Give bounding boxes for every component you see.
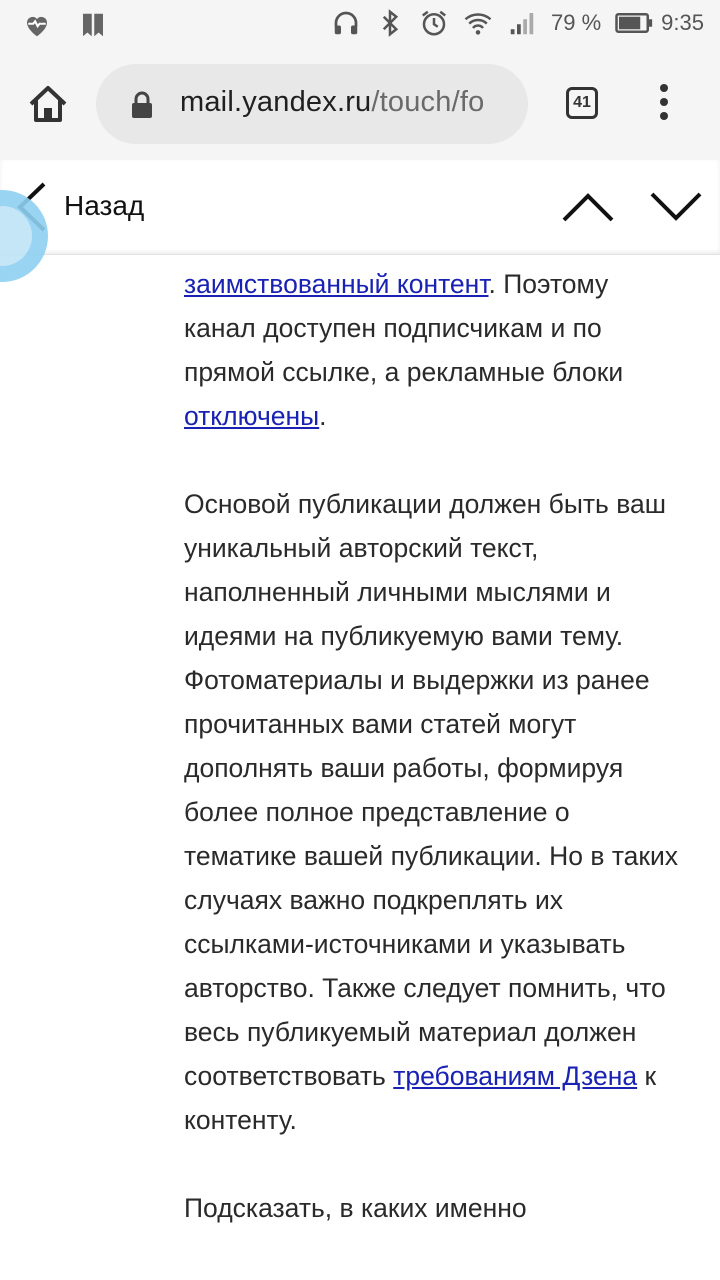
paragraph-3-text-1: Подсказать, в каких именно (184, 1193, 527, 1223)
battery-icon (615, 8, 653, 38)
message-body (184, 262, 684, 1274)
paragraph-2-text-1: Основой публикации должен быть ваш уникальный авторский текст, наполненный личными мыслями и идеями на публикуемую вами тему. Фотоматериалы и выдержки из ранее прочитанных вами статей могут дополнять ваши работы, формируя более полное представление о тематике вашей публикации. Но в таких случаях важно подкреплять их ссылками-источниками и указывать авторство. Также следует помнить, что весь публикуемый материал должен соответствовать (184, 489, 679, 1091)
mail-header (0, 160, 720, 255)
home-icon[interactable] (24, 80, 72, 128)
status-time: 9:35 (661, 10, 704, 35)
paragraph-1-text-2: . (319, 401, 327, 431)
signal-icon (507, 8, 537, 38)
paragraph-2-text-2: к контенту. (184, 1061, 657, 1135)
back-button[interactable]: Назад (64, 190, 145, 221)
status-bar (0, 0, 720, 50)
previous-message-icon[interactable] (560, 186, 616, 226)
battery-percent: 79 % (551, 10, 602, 35)
disabled-link[interactable]: отключены (184, 401, 320, 431)
zen-requirements-link[interactable]: требованиям Дзена (393, 1061, 638, 1091)
url-host: mail.yandex.ru (180, 86, 372, 118)
paragraph-2 (184, 482, 684, 1142)
heart-pulse-icon (22, 10, 52, 40)
wifi-icon (463, 8, 493, 38)
bookmark-icon (78, 10, 108, 40)
headphones-icon (331, 8, 361, 38)
paragraph-3 (184, 1186, 684, 1230)
url-path: /touch/fo (371, 86, 485, 118)
url-text[interactable] (180, 86, 520, 126)
next-message-icon[interactable] (648, 186, 704, 226)
address-bar[interactable] (96, 64, 528, 144)
paragraph-1 (184, 262, 684, 438)
bluetooth-icon (375, 8, 405, 38)
browser-toolbar (0, 50, 720, 160)
alarm-icon (419, 8, 449, 38)
paragraph-1-text-1: . Поэтому канал доступен подписчикам и по прямой ссылке, а рекламные блоки (184, 269, 624, 387)
overflow-menu-icon[interactable] (652, 84, 676, 124)
lock-icon (130, 91, 154, 119)
tabs-count-button[interactable]: 41 (566, 87, 598, 119)
borrowed-content-link[interactable]: заимствованный контент (184, 269, 489, 299)
